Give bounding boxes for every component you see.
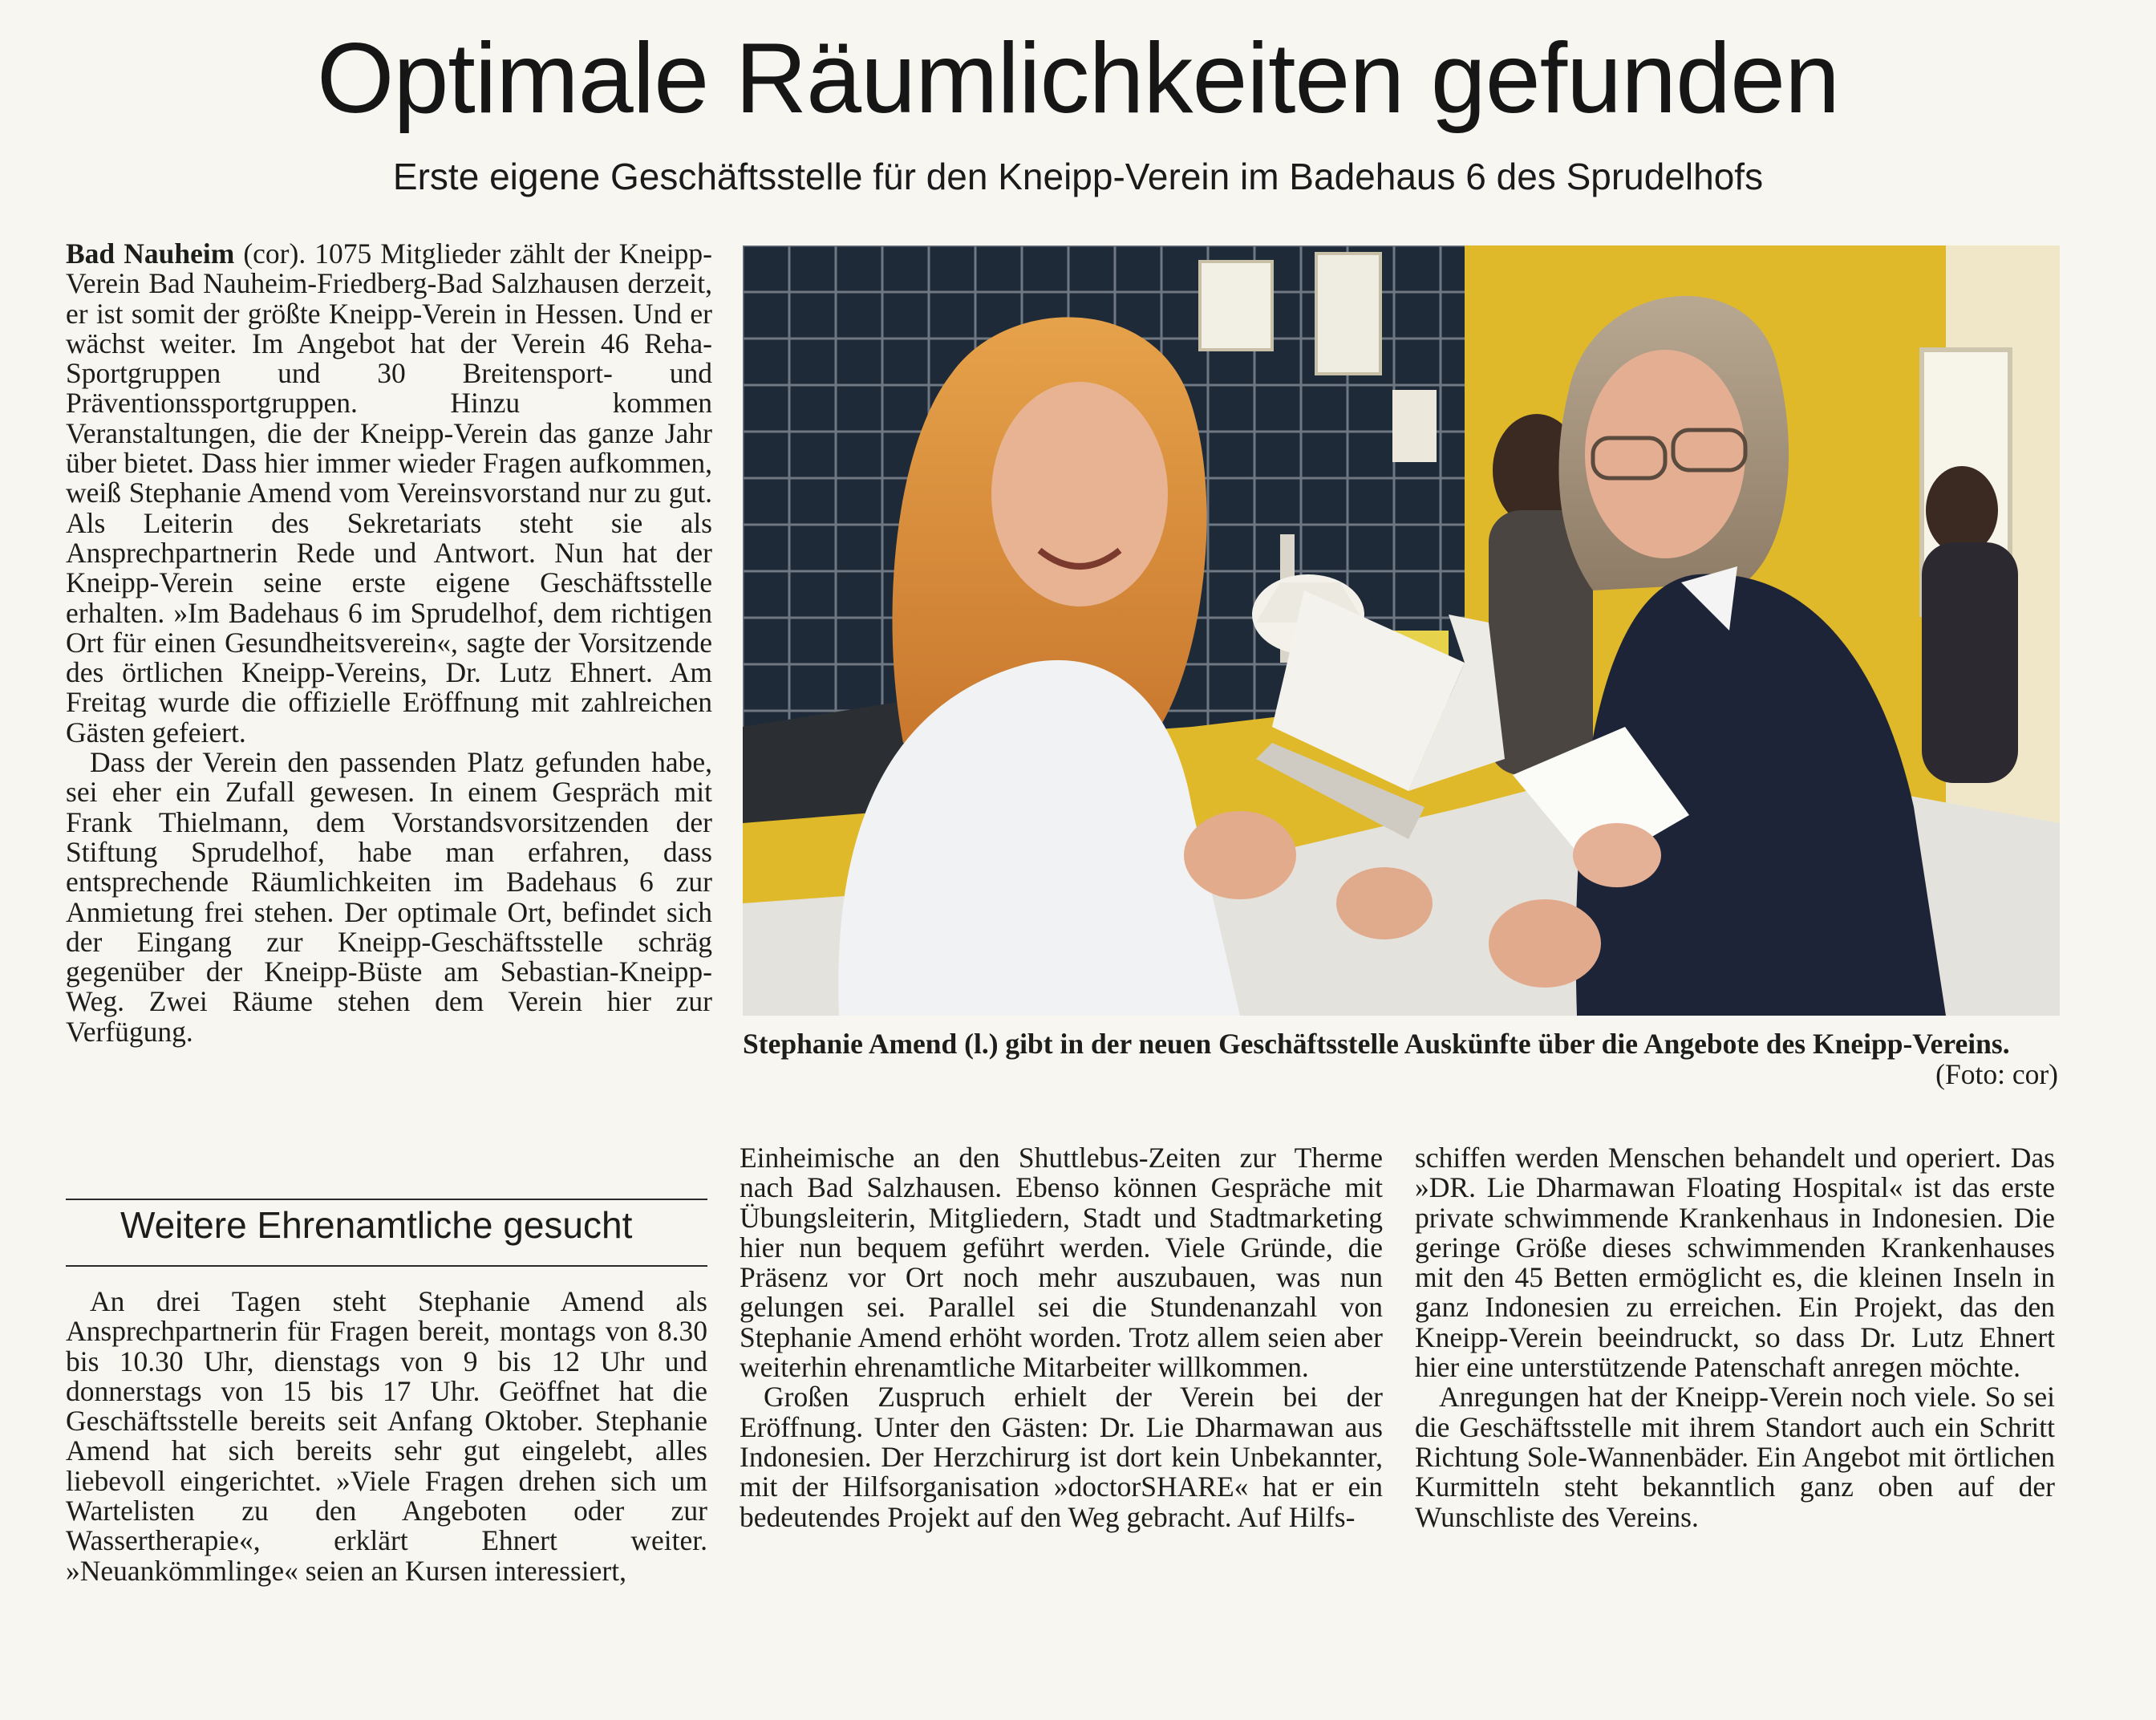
article-photo <box>743 245 2060 1016</box>
paragraph-1 <box>66 239 712 748</box>
subheading-rule-top <box>66 1199 707 1200</box>
headline: Optimale Räumlichkeiten gefunden <box>317 23 1839 134</box>
paragraph-3: An drei Tagen steht Stephanie Amend als Ansprechpartnerin für Fragen bereit, montags von 8.30 bis 10.30 Uhr, dienstags von 9 bis 12 Uhr und donnerstags von 15 bis 17 Uhr. Geöffnet hat die Geschäftsstelle bereits seit Anfang Oktober. Stephanie Amend hat sich bereits sehr gut eingelebt, alles liebevoll eingerichtet. »Viele Fragen drehen sich um Wartelisten zu den Angeboten oder zur Wassertherapie«, erklärt Ehnert weiter. »Neuankömmlinge« seien an Kursen interessiert, <box>66 1285 707 1587</box>
subheadline: Erste eigene Geschäftsstelle für den Kneipp-Verein im Badehaus 6 des Sprudelhofs <box>392 156 1764 197</box>
column-1-lower <box>66 1287 707 1586</box>
subheading: Weitere Ehrenamtliche gesucht <box>120 1204 633 1246</box>
column-3 <box>1415 1143 2055 1532</box>
dateline: Bad Nauheim <box>66 237 235 270</box>
paragraph-6: schiffen werden Menschen behandelt und operiert. Das »DR. Lie Dharmawan Floating Hospital« ist das erste private schwimmende Krankenhaus in Indonesien. Die geringe Größe dieses schwimmenden Krankenhauses mit den 45 Betten ermöglicht es, die kleinen Inseln in ganz Indonesien zu erreichen. Ein Projekt, das den Kneipp-Verein beeindruckt, so dass Dr. Lutz Ehnert hier eine unterstützende Patenschaft anregen möchte. <box>1415 1142 2055 1384</box>
paragraph-1-text: (cor). 1075 Mitglieder zählt der Kneipp-Verein Bad Nauheim-Friedberg-Bad Salzhausen derzeit, er ist somit der größte Kneipp-Verein in Hessen. Und er wächst weiter. Im Angebot hat der Verein 46 Reha-Sportgruppen und 30 Breitensport- und Präventionssportgruppen. Hinzu kommen Veranstaltungen, die der Kneipp-Verein das ganze Jahr über bietet. Dass hier immer wieder Fragen aufkommen, weiß Stephanie Amend vom Vereinsvorstand nur zu gut. Als Leiterin des Sekretariats steht sie als Ansprechpartnerin Rede und Antwort. Nun hat der Kneipp-Verein seine erste eigene Geschäftsstelle erhalten. »Im Badehaus 6 im Sprudelhof, dem richtigen Ort für einen Gesundheitsverein«, sagte der Vorsitzende des örtlichen Kneipp-Vereins, Dr. Lutz Ehnert. Am Freitag wurde die offizielle Eröffnung mit zahlreichen Gästen gefeiert. <box>66 237 712 748</box>
column-2 <box>740 1143 1383 1532</box>
paragraph-4: Einheimische an den Shuttlebus-Zeiten zur Therme nach Bad Salzhausen. Ebenso können Gespräche mit Übungsleiterin, Mitgliedern, Stadt und Stadtmarketing hier nun bequem geführt werden. Viele Gründe, die Präsenz vor Ort noch mehr auszubauen, was nun gelungen sei. Parallel sei die Stundenanzahl von Stephanie Amend erhöht worden. Trotz allem seien aber weiterhin ehrenamtliche Mitarbeiter willkommen. <box>740 1142 1383 1384</box>
photo-credit: (Foto: cor) <box>1935 1058 2058 1090</box>
subheading-rule-bottom <box>66 1265 707 1267</box>
column-1 <box>66 239 712 1047</box>
paragraph-5: Großen Zuspruch erhielt der Verein bei der Eröffnung. Unter den Gästen: Dr. Lie Dharmawan aus Indonesien. Der Herzchirurg ist dort kein Unbekannter, mit der Hilfsorganisation »doctorSHARE« hat er ein bedeutendes Projekt auf den Weg gebracht. Auf Hilfs- <box>740 1381 1383 1533</box>
photo-caption: Stephanie Amend (l.) gibt in der neuen Geschäftsstelle Auskünfte über die Angebote des Kneipp-Vereins. <box>743 1028 2010 1060</box>
paragraph-2: Dass der Verein den passenden Platz gefunden habe, sei eher ein Zufall gewesen. In einem Gespräch mit Frank Thielmann, dem Vorstandsvorsitzenden der Stiftung Sprudelhof, habe man erfahren, dass entsprechende Räumlichkeiten im Badehaus 6 zur Anmietung frei stehen. Der optimale Ort, befindet sich der Eingang zur Kneipp-Geschäftsstelle schräg gegenüber der Kneipp-Büste am Sebastian-Kneipp-Weg. Zwei Räume stehen dem Verein hier zur Verfügung. <box>66 746 712 1048</box>
paragraph-7: Anregungen hat der Kneipp-Verein noch viele. So sei die Geschäftsstelle mit ihrem Standort auch ein Schritt Richtung Sole-Wannenbäder. Ein Angebot mit örtlichen Kurmitteln steht bekanntlich ganz oben auf der Wunschliste des Vereins. <box>1415 1381 2055 1533</box>
